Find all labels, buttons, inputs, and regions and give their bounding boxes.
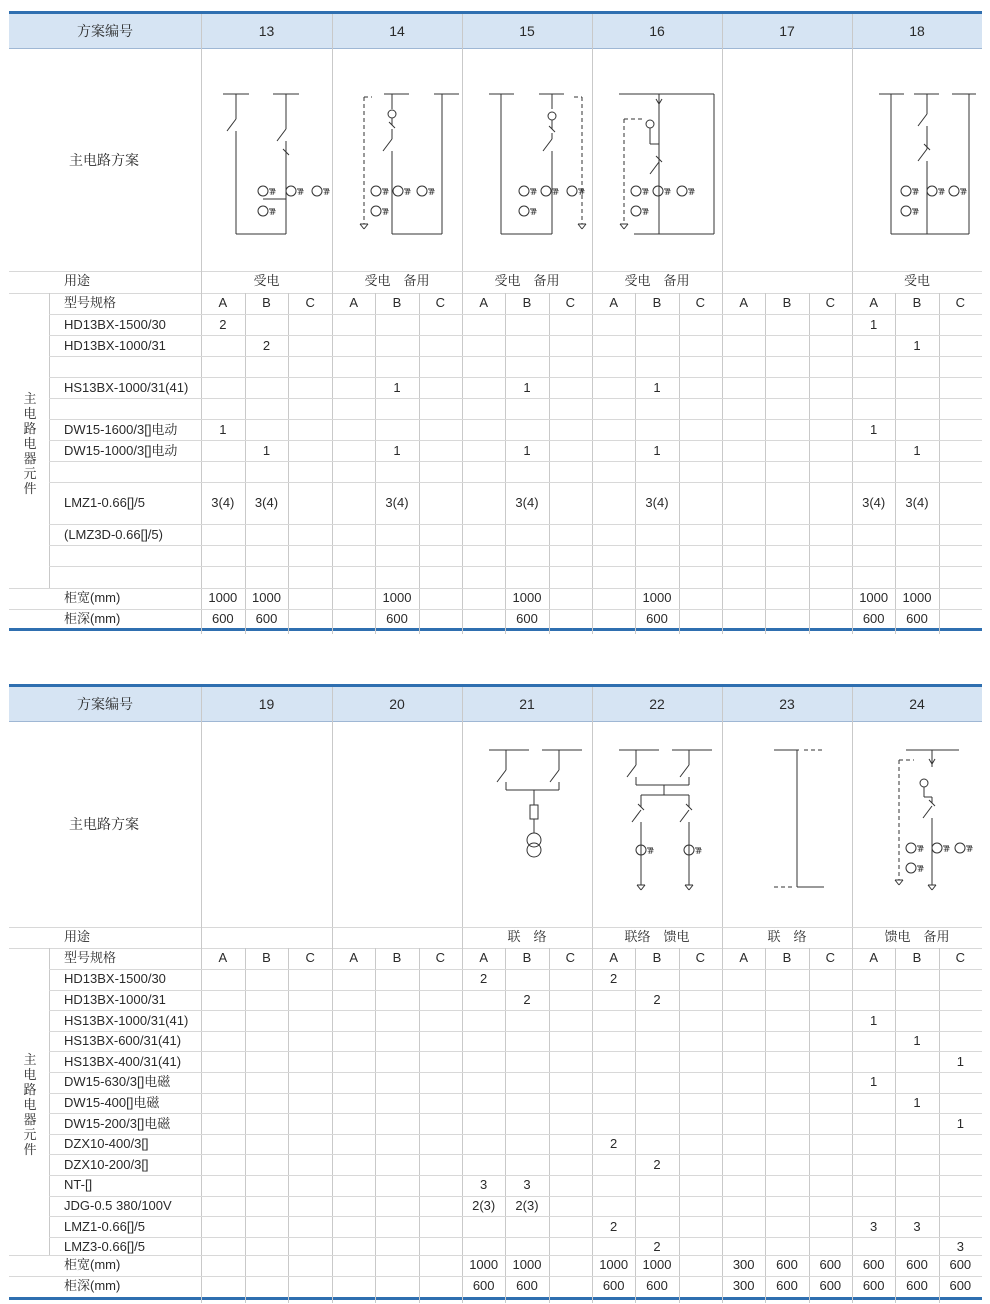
quantity-cell: 1 <box>870 421 878 437</box>
quantity-cell: 1 <box>956 1115 964 1131</box>
abc-column-label: B <box>522 950 532 965</box>
component-model: DZX10-200/3[] <box>64 1156 149 1172</box>
column-divider <box>765 948 766 1303</box>
cabinet-width: 1000 <box>252 590 281 605</box>
row-divider <box>49 482 982 483</box>
svg-text:#: # <box>530 188 538 198</box>
svg-text:#: # <box>664 188 672 198</box>
component-model: HD13BX-1500/30 <box>64 971 166 987</box>
quantity-cell: 3(4) <box>905 495 929 510</box>
cabinet-depth: 600 <box>646 1278 668 1293</box>
quantity-cell: 2 <box>653 1156 661 1172</box>
scheme-number: 16 <box>649 23 665 39</box>
quantity-cell: 1 <box>913 442 921 458</box>
abc-column-label: A <box>869 295 878 310</box>
cabinet-depth: 600 <box>472 1278 495 1293</box>
column-divider <box>852 14 853 293</box>
abc-column-label: B <box>392 295 402 310</box>
model-label: 型号规格 <box>64 950 117 965</box>
diagram-label: 主电路方案 <box>69 816 139 832</box>
abc-column-label: B <box>522 295 532 310</box>
quantity-cell: 1 <box>956 1053 964 1069</box>
scheme-number-header: 方案编号 <box>77 23 133 39</box>
svg-text:#: # <box>695 847 703 857</box>
scheme-number: 18 <box>909 23 925 39</box>
cabinet-depth: 600 <box>862 611 885 626</box>
row-divider <box>49 314 982 315</box>
column-divider <box>201 948 202 1303</box>
column-divider <box>419 293 420 634</box>
main-circuit-diagram-16 <box>614 89 724 239</box>
abc-column-label: B <box>912 295 922 310</box>
component-group-label: 主 电 路 电 器 元 件 <box>23 390 37 496</box>
scheme-table-19-24 <box>9 684 982 1300</box>
model-label: 型号规格 <box>64 295 117 310</box>
component-model: HS13BX-600/31(41) <box>64 1033 182 1049</box>
row-divider <box>49 1154 982 1155</box>
row-divider <box>49 461 982 462</box>
quantity-cell: 2 <box>262 337 271 353</box>
abc-column-label: A <box>609 950 618 965</box>
column-divider <box>332 948 333 1303</box>
column-divider <box>288 293 289 634</box>
column-divider <box>939 293 940 634</box>
abc-column-label: A <box>349 950 358 965</box>
scheme-number: 24 <box>909 696 925 712</box>
abc-column-label: C <box>305 295 315 310</box>
main-circuit-diagram-21 <box>484 745 594 895</box>
column-divider <box>462 293 463 634</box>
component-model: (LMZ3D-0.66[]/5) <box>64 526 163 542</box>
cabinet-depth: 600 <box>516 1278 538 1293</box>
component-model: LMZ1-0.66[]/5 <box>64 495 145 510</box>
quantity-cell: 1 <box>393 379 401 395</box>
row-divider <box>49 1237 982 1238</box>
row-divider <box>49 1093 982 1094</box>
column-divider <box>288 948 289 1303</box>
column-divider <box>679 293 680 634</box>
quantity-cell: 3 <box>913 1218 921 1234</box>
column-divider <box>809 293 810 634</box>
quantity-cell: 2 <box>219 316 227 332</box>
component-model: LMZ1-0.66[]/5 <box>64 1218 145 1234</box>
svg-text:#: # <box>642 188 650 198</box>
row-divider <box>49 1113 982 1114</box>
quantity-cell: 3(4) <box>385 495 409 510</box>
component-model: HD13BX-1000/31 <box>64 991 166 1007</box>
column-divider <box>679 948 680 1303</box>
column-divider <box>332 293 333 634</box>
cabinet-width: 600 <box>906 1257 928 1272</box>
svg-text:#: # <box>382 208 390 218</box>
cabinet-depth: 600 <box>646 611 668 626</box>
svg-text:#: # <box>578 188 586 198</box>
abc-column-label: A <box>349 295 358 310</box>
abc-column-label: C <box>825 950 836 965</box>
column-divider <box>505 293 506 634</box>
usage-value: 馈电 备用 <box>884 929 950 944</box>
quantity-cell: 3 <box>480 1177 488 1193</box>
usage-value: 受电 <box>903 273 930 288</box>
scheme-number: 15 <box>519 23 535 39</box>
svg-text:#: # <box>688 188 696 198</box>
row-divider <box>49 1134 982 1135</box>
usage-value: 受电 备用 <box>364 273 430 288</box>
cabinet-width: 1000 <box>512 1257 542 1272</box>
usage-value: 受电 备用 <box>494 273 560 288</box>
component-model: HS13BX-1000/31(41) <box>64 379 189 395</box>
quantity-cell: 3(4) <box>515 495 539 510</box>
abc-column-label: C <box>955 950 966 965</box>
abc-column-label: A <box>739 295 748 310</box>
abc-column-label: B <box>262 950 271 965</box>
svg-text:#: # <box>917 845 925 855</box>
table-header <box>9 14 982 49</box>
column-divider <box>852 293 853 634</box>
depth-label: 柜深(mm) <box>64 1278 121 1293</box>
quantity-cell: 1 <box>653 379 661 395</box>
abc-column-label: C <box>695 295 706 310</box>
quantity-cell: 2 <box>653 1239 661 1255</box>
abc-column-label: C <box>565 295 576 310</box>
cabinet-width: 1000 <box>599 1257 629 1272</box>
cabinet-width: 1000 <box>469 1257 499 1272</box>
quantity-cell: 1 <box>913 337 921 353</box>
group-divider <box>49 948 50 1255</box>
width-label: 柜宽(mm) <box>64 590 121 605</box>
cabinet-depth: 600 <box>906 1278 928 1293</box>
usage-value: 联 络 <box>767 929 807 944</box>
abc-column-label: C <box>305 950 315 965</box>
quantity-cell: 2 <box>523 991 531 1007</box>
quantity-cell: 1 <box>913 1033 921 1049</box>
cabinet-depth: 600 <box>211 611 234 626</box>
column-divider <box>549 948 550 1303</box>
quantity-cell: 3(4) <box>645 495 669 510</box>
column-divider <box>201 271 202 293</box>
quantity-cell: 1 <box>523 442 531 458</box>
component-model: DW15-200/3[]电磁 <box>64 1115 171 1131</box>
column-divider <box>852 948 853 1303</box>
depth-label: 柜深(mm) <box>64 611 121 626</box>
cabinet-width: 300 <box>732 1257 755 1272</box>
scheme-number: 21 <box>519 696 535 712</box>
row-divider <box>49 356 982 357</box>
cabinet-depth: 600 <box>819 1278 842 1293</box>
svg-text:#: # <box>960 188 968 198</box>
quantity-cell: 1 <box>870 1012 878 1028</box>
row-divider <box>49 1216 982 1217</box>
abc-column-label: B <box>262 295 271 310</box>
abc-column-label: A <box>609 295 618 310</box>
abc-column-label: C <box>435 950 446 965</box>
cabinet-depth: 600 <box>516 611 538 626</box>
column-divider <box>592 293 593 634</box>
component-model: JDG-0.5 380/100V <box>64 1197 172 1213</box>
quantity-cell: 2(3) <box>515 1197 539 1213</box>
cabinet-width: 1000 <box>382 590 412 605</box>
svg-text:#: # <box>943 845 951 855</box>
component-model: HD13BX-1000/31 <box>64 337 166 353</box>
diagram-label: 主电路方案 <box>69 151 139 168</box>
svg-text:#: # <box>269 188 277 198</box>
component-model: DW15-630/3[]电磁 <box>64 1074 171 1090</box>
svg-text:#: # <box>642 208 650 218</box>
cabinet-depth: 300 <box>732 1278 755 1293</box>
column-divider <box>332 687 333 948</box>
cabinet-width: 600 <box>949 1257 972 1272</box>
main-circuit-diagram-13 <box>223 89 333 239</box>
component-model: DW15-1600/3[]电动 <box>64 421 178 437</box>
quantity-cell: 3(4) <box>862 495 886 510</box>
cabinet-depth: 600 <box>949 1278 972 1293</box>
scheme-number: 17 <box>779 23 795 39</box>
column-divider <box>635 293 636 634</box>
cabinet-width: 1000 <box>859 590 889 605</box>
row-divider <box>9 609 982 610</box>
svg-text:#: # <box>552 188 560 198</box>
component-model: DW15-1000/3[]电动 <box>64 442 178 458</box>
row-divider <box>49 524 982 525</box>
abc-column-label: B <box>392 950 402 965</box>
svg-text:#: # <box>917 865 925 875</box>
component-model: HS13BX-1000/31(41) <box>64 1012 189 1028</box>
scheme-number: 22 <box>649 696 665 712</box>
quantity-cell: 2 <box>480 971 488 987</box>
scheme-number: 19 <box>258 696 275 712</box>
usage-value: 联络 馈电 <box>624 929 690 944</box>
main-circuit-diagram-23 <box>764 745 844 895</box>
abc-column-label: B <box>782 950 792 965</box>
column-divider <box>245 948 246 1303</box>
row-divider <box>49 398 982 399</box>
scheme-number: 14 <box>389 23 405 39</box>
cabinet-width: 1000 <box>642 590 672 605</box>
width-label: 柜宽(mm) <box>64 1257 121 1272</box>
abc-column-label: A <box>218 295 228 310</box>
abc-column-label: A <box>739 950 748 965</box>
quantity-cell: 1 <box>913 1094 921 1110</box>
scheme-number-header: 方案编号 <box>77 696 133 712</box>
svg-text:#: # <box>530 208 538 218</box>
scheme-number: 23 <box>779 696 795 712</box>
cabinet-depth: 600 <box>906 611 928 626</box>
cabinet-width: 600 <box>862 1257 885 1272</box>
row-divider <box>49 969 982 970</box>
abc-column-label: B <box>912 950 922 965</box>
cabinet-depth: 600 <box>776 1278 798 1293</box>
row-divider <box>49 1072 982 1073</box>
cabinet-depth: 600 <box>255 611 278 626</box>
main-circuit-diagram-18 <box>874 89 984 239</box>
abc-column-label: A <box>479 950 488 965</box>
table-header <box>9 687 982 722</box>
usage-value: 受电 <box>253 273 280 288</box>
quantity-cell: 1 <box>393 442 401 458</box>
abc-column-label: B <box>652 295 662 310</box>
cabinet-depth: 600 <box>862 1278 885 1293</box>
component-group-label: 主 电 路 电 器 元 件 <box>23 1051 37 1157</box>
usage-value: 受电 备用 <box>624 273 690 288</box>
component-model: NT-[] <box>64 1177 93 1193</box>
component-model: LMZ3-0.66[]/5 <box>64 1239 145 1255</box>
abc-column-label: A <box>479 295 488 310</box>
cabinet-width: 1000 <box>208 590 238 605</box>
scheme-number: 13 <box>258 23 275 39</box>
column-divider <box>201 927 202 948</box>
quantity-cell: 1 <box>262 442 271 458</box>
column-divider <box>765 293 766 634</box>
row-divider <box>9 588 982 589</box>
column-divider <box>549 293 550 634</box>
abc-column-label: C <box>955 295 966 310</box>
quantity-cell: 2 <box>610 1136 618 1152</box>
quantity-cell: 1 <box>870 316 878 332</box>
cabinet-width: 600 <box>776 1257 798 1272</box>
cabinet-width: 600 <box>819 1257 842 1272</box>
quantity-cell: 1 <box>870 1074 878 1090</box>
column-divider <box>419 948 420 1303</box>
cabinet-width: 1000 <box>902 590 932 605</box>
row-divider <box>49 335 982 336</box>
column-divider <box>201 687 202 948</box>
main-circuit-diagram-15 <box>484 89 594 239</box>
svg-text:#: # <box>428 188 436 198</box>
abc-column-label: A <box>869 950 878 965</box>
svg-text:#: # <box>323 188 331 198</box>
abc-column-label: C <box>695 950 706 965</box>
row-divider <box>49 1051 982 1052</box>
cabinet-depth: 600 <box>602 1278 625 1293</box>
svg-text:#: # <box>966 845 974 855</box>
scheme-table-13-18 <box>9 11 982 631</box>
row-divider <box>49 545 982 546</box>
svg-text:#: # <box>647 847 655 857</box>
row-divider <box>49 1010 982 1011</box>
component-model: HD13BX-1500/30 <box>64 316 166 332</box>
column-divider <box>722 948 723 1303</box>
row-divider <box>49 1031 982 1032</box>
cabinet-width: 1000 <box>642 1257 672 1272</box>
column-divider <box>462 948 463 1303</box>
column-divider <box>592 948 593 1303</box>
quantity-cell: 3(4) <box>211 495 235 510</box>
svg-text:#: # <box>269 208 277 218</box>
svg-text:#: # <box>938 188 946 198</box>
abc-column-label: C <box>825 295 836 310</box>
component-model: DZX10-400/3[] <box>64 1136 149 1152</box>
quantity-cell: 2 <box>610 1218 618 1234</box>
main-circuit-diagram-22 <box>614 745 724 895</box>
column-divider <box>809 948 810 1303</box>
component-model: DW15-400[]电磁 <box>64 1094 160 1110</box>
quantity-cell: 3 <box>870 1218 878 1234</box>
quantity-cell: 3 <box>523 1177 531 1193</box>
scheme-number: 20 <box>389 696 405 712</box>
row-divider <box>49 566 982 567</box>
abc-column-label: A <box>218 950 228 965</box>
usage-value: 联 络 <box>507 929 547 944</box>
abc-column-label: B <box>652 950 662 965</box>
quantity-cell: 1 <box>219 421 227 437</box>
cabinet-depth: 600 <box>386 611 408 626</box>
abc-column-label: B <box>782 295 792 310</box>
usage-label: 用途 <box>64 929 91 944</box>
column-divider <box>462 687 463 948</box>
component-model: HS13BX-400/31(41) <box>64 1053 182 1069</box>
quantity-cell: 2(3) <box>472 1197 496 1213</box>
main-circuit-diagram-24 <box>884 745 990 895</box>
column-divider <box>852 687 853 948</box>
svg-text:#: # <box>297 188 305 198</box>
svg-text:#: # <box>912 188 920 198</box>
svg-text:#: # <box>382 188 390 198</box>
row-divider <box>49 419 982 420</box>
abc-column-label: C <box>565 950 576 965</box>
usage-label: 用途 <box>64 273 91 288</box>
svg-text:#: # <box>404 188 412 198</box>
quantity-cell: 3(4) <box>254 495 279 510</box>
column-divider <box>375 948 376 1303</box>
quantity-cell: 2 <box>653 991 661 1007</box>
quantity-cell: 3 <box>956 1239 964 1255</box>
quantity-cell: 2 <box>610 971 618 987</box>
quantity-cell: 1 <box>523 379 531 395</box>
quantity-cell: 1 <box>653 442 661 458</box>
column-divider <box>201 14 202 293</box>
main-circuit-diagram-14 <box>354 89 464 239</box>
column-divider <box>722 293 723 634</box>
svg-text:#: # <box>912 208 920 218</box>
column-divider <box>895 948 896 1303</box>
abc-column-label: C <box>435 295 446 310</box>
column-divider <box>375 293 376 634</box>
column-divider <box>201 293 202 634</box>
cabinet-width: 1000 <box>512 590 542 605</box>
